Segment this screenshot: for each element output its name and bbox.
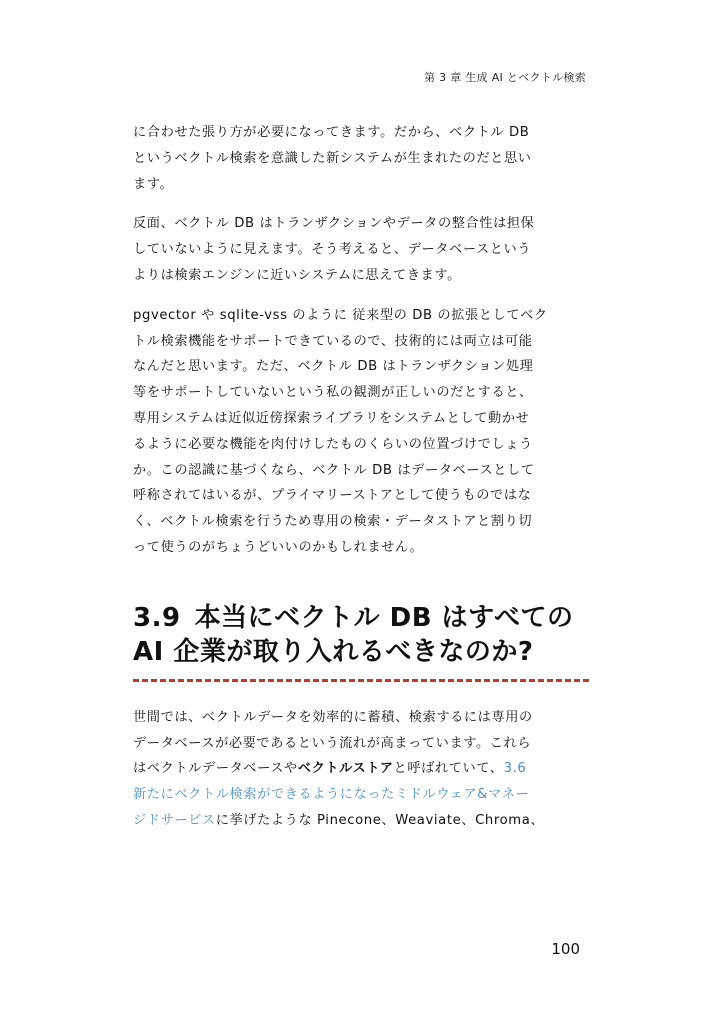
text-run: に挙げたような Pinecone、Weaviate、Chroma、: [215, 812, 545, 828]
section-heading-line-1: [133, 601, 589, 635]
paragraph-line: 世間では、ベクトルデータを効率的に蓄積、検索するには専用の: [133, 709, 533, 725]
paragraph-line: って使うのがちょうどいいのかもしれません。: [133, 539, 424, 555]
cross-reference-link[interactable]: ジドサービス: [133, 812, 216, 828]
paragraph-3: [133, 303, 589, 561]
section-title-part-2: AI 企業が取り入れるべきなのか?: [133, 636, 534, 667]
bold-term-vector-store: ベクトルストア: [297, 761, 394, 777]
text-run: はベクトルデータベースや: [133, 761, 298, 777]
paragraph-line: よりは検索エンジンに近いシステムに思えてきます。: [133, 267, 461, 283]
section-paragraph: [133, 705, 589, 834]
paragraph-line: pgvector や sqlite-vss のように 従来型の DB の拡張としてベク: [133, 307, 548, 323]
section-heading-rule: [133, 679, 589, 682]
cross-reference-link[interactable]: 新たにベクトル検索ができるようになったミドルウェア&マネー: [133, 787, 530, 803]
paragraph-line: 専用システムは近似近傍探索ライブラリをシステムとして動かせ: [133, 410, 530, 426]
paragraph-line: ます。: [133, 176, 174, 192]
paragraph-line: く、ベクトル検索を行うため専用の検索・データストアと割り切: [133, 514, 533, 530]
paragraph-line: に合わせた張り方が必要になってきます。だから、ベクトル DB: [133, 125, 530, 140]
cross-reference-link[interactable]: 3.6: [503, 761, 527, 777]
paragraph-line: [133, 808, 589, 834]
section-number: 3.9: [133, 602, 181, 633]
paragraph-line: 反面、ベクトル DB はトランザクションやデータの整合性は担保: [133, 216, 535, 232]
section-heading: [133, 601, 589, 669]
paragraph-line: トル検索機能をサポートできているので、技術的には両立は可能: [133, 333, 533, 349]
paragraph-line: 呼称されてはいるが、プライマリーストアとして使うものではな: [133, 488, 532, 504]
paragraph-line: 等をサポートしていないという私の観測が正しいのだとすると、: [133, 385, 533, 401]
paragraph-line: というベクトル検索を意識した新システムが生まれたのだと思い: [133, 150, 532, 166]
paragraph-line: るように必要な機能を肉付けしたものくらいの位置づけでしょう: [133, 436, 533, 452]
paragraph-1: [133, 120, 589, 197]
paragraph-2: [133, 211, 589, 288]
section-title-part-1: 本当にベクトル DB はすべての: [194, 602, 574, 633]
page-body: [133, 120, 589, 848]
page-number: 100: [551, 940, 580, 958]
paragraph-line: していないように見えます。そう考えると、データベースという: [133, 242, 532, 258]
paragraph-line: [133, 782, 589, 808]
paragraph-line: データベースが必要であるという流れが高まっています。これら: [133, 735, 532, 751]
paragraph-line: [133, 756, 589, 782]
paragraph-line: なんだと思います。ただ、ベクトル DB はトランザクション処理: [133, 359, 534, 375]
text-run: と呼ばれていて、: [393, 761, 504, 777]
running-header: 第 3 章 生成 AI とベクトル検索: [424, 71, 586, 84]
paragraph-line: か。この認識に基づくなら、ベクトル DB はデータベースとして: [133, 462, 535, 478]
